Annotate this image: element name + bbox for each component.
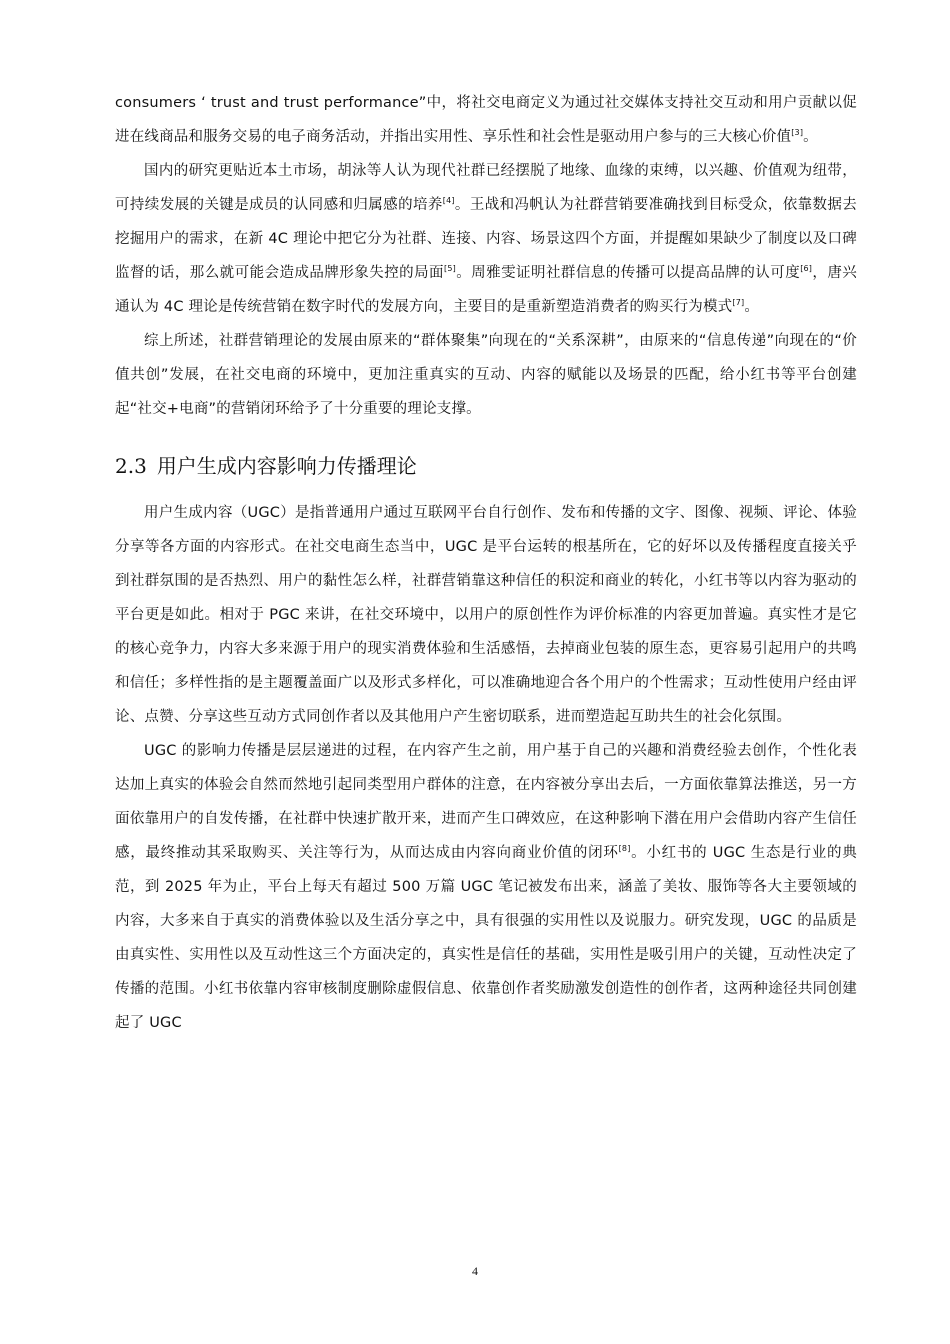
citation-3: [3] bbox=[791, 128, 804, 137]
citation-5: [5] bbox=[444, 264, 456, 273]
document-body bbox=[115, 86, 857, 1040]
paragraph-5: UGC 的影响力传播是层层递进的过程，在内容产生之前，用户基于自己的兴趣和消费经验去创作，个性化表达加上真实的体验会自然而然地引起同类型用户群体的注意，在内容被分享出去后，一方面依靠算法推送，另一方面依靠用户的自发传播，在社群中快速扩散开来，进而产生口碑效应，在这种影响下潜在用户会借助内容产生信任感，最终推动其采取购买、关注等行为，从而达成由内容向商业价值的闭环[8]。小红书的 UGC 生态是行业的典范，到 2025 年为止，平台上每天有超过 500 万篇 UGC 笔记被发布出来，涵盖了美妆、服饰等各大主要领域的内容，大多来自于真实的消费体验以及生活分享之中，具有很强的实用性以及说服力。研究发现，UGC 的品质是由真实性、实用性以及互动性这三个方面决定的，真实性是信任的基础，实用性是吸引用户的关键，互动性决定了传播的范围。小红书依靠内容审核制度删除虚假信息、依靠创作者奖励激发创造性的创作者，这两种途径共同创建起了 UGC bbox=[115, 743, 857, 1031]
citation-4: [4] bbox=[442, 196, 455, 205]
paragraph-4: 用户生成内容（UGC）是指普通用户通过互联网平台自行创作、发布和传播的文字、图像、视频、评论、体验分享等各方面的内容形式。在社交电商生态当中，UGC 是平台运转的根基所在，它的好坏以及传播程度直接关乎到社群氛围的是否热烈、用户的黏性怎么样，社群营销靠这种信任的积淀和商业的转化，小红书等以内容为驱动的平台更是如此。相对于 PGC 来讲，在社交环境中，以用户的原创性作为评价标准的内容更加普遍。真实性才是它的核心竞争力，内容大多来源于用户的现实消费体验和生活感悟，去掉商业包装的原生态，更容易引起用户的共鸣和信任；多样性指的是主题覆盖面广以及形式多样化，可以准确地迎合各个用户的个性需求；互动性使用户经由评论、点赞、分享这些互动方式同创作者以及其他用户产生密切联系，进而塑造起互助共生的社会化氛围。 bbox=[115, 505, 857, 725]
citation-6: [6] bbox=[800, 264, 813, 273]
citation-7: [7] bbox=[732, 298, 745, 307]
page-number: 4 bbox=[472, 1264, 478, 1278]
section-title: 用户生成内容影响力传播理论 bbox=[156, 454, 417, 478]
citation-8: [8] bbox=[618, 844, 631, 853]
section-heading bbox=[115, 448, 857, 484]
paragraph-1: consumers ‘ trust and trust performance”中，将社交电商定义为通过社交媒体支持社交互动和用户贡献以促进在线商品和服务交易的电子商务活动，并指出实用性、享乐性和社会性是驱动用户参与的三大核心价值[3]。 bbox=[115, 95, 857, 145]
paragraph-3: 综上所述，社群营销理论的发展由原来的“群体聚集”向现在的“关系深耕”，由原来的“信息传递”向现在的“价值共创”发展，在社交电商的环境中，更加注重真实的互动、内容的赋能以及场景的匹配，给小红书等平台创建起“社交+电商”的营销闭环给予了十分重要的理论支撑。 bbox=[115, 333, 857, 417]
paragraph-2: 国内的研究更贴近本土市场，胡泳等人认为现代社群已经摆脱了地缘、血缘的束缚，以兴趣、价值观为纽带，可持续发展的关键是成员的认同感和归属感的培养[4]。王战和冯帆认为社群营销要准确找到目标受众，依靠数据去挖掘用户的需求，在新 4C 理论中把它分为社群、连接、内容、场景这四个方面，并提醒如果缺少了制度以及口碑监督的话，那么就可能会造成品牌形象失控的局面[5]。周雅雯证明社群信息的传播可以提高品牌的认可度[6]，唐兴通认为 4C 理论是传统营销在数字时代的发展方向，主要目的是重新塑造消费者的购买行为模式[7]。 bbox=[115, 163, 857, 315]
section-number: 2.3 bbox=[115, 454, 147, 478]
